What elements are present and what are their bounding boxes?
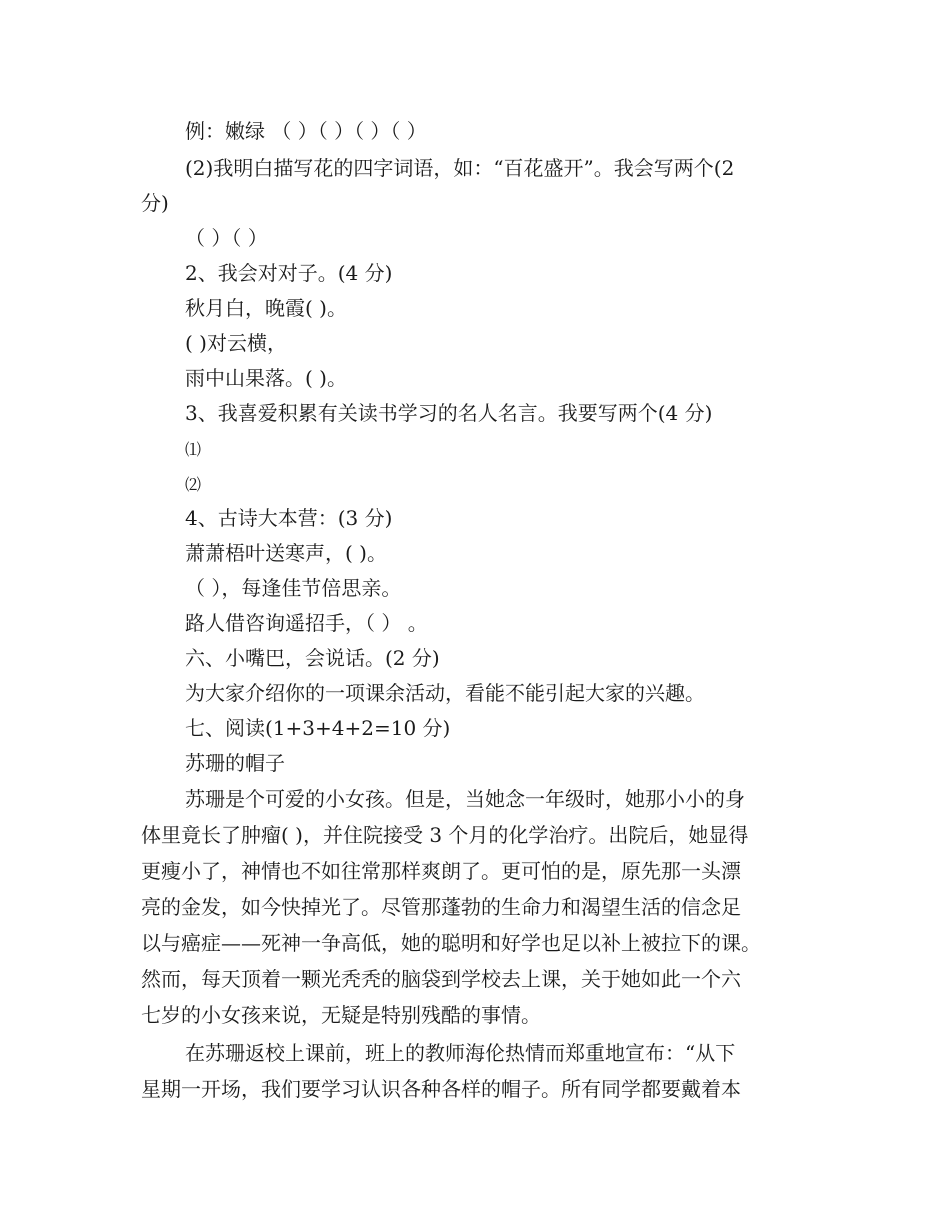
passage-line: 七岁的小女孩来说，无疑是特别残酷的事情。 (141, 1003, 541, 1027)
passage-line: 更瘦小了，神情也不如往常那样爽朗了。更可怕的是，原先那一头漂 (141, 859, 741, 883)
section-7-heading: 七、阅读(1+3+4+2=10 分) (185, 716, 451, 740)
passage-line: 亮的金发，如今快掉光了。尽管那蓬勃的生命力和渴望生活的信念足 (141, 895, 741, 919)
poem-line-3: 路人借咨询遥招手，（ ） 。 (185, 611, 428, 635)
question-flower-words-cont: 分) (141, 191, 169, 215)
question-2-heading: 2、我会对对子。(4 分) (185, 261, 393, 285)
passage-line: 在苏珊返校上课前，班上的教师海伦热情而郑重地宣布：“从下 (185, 1041, 736, 1065)
passage-line: 体里竟长了肿瘤( )，并住院接受 3 个月的化学治疗。出院后，她显得 (141, 823, 749, 847)
passage-line: 然而，每天顶着一颗光秃秃的脑袋到学校去上课，关于她如此一个六 (141, 967, 741, 991)
couplet-line-2: ( )对云横， (185, 331, 287, 355)
passage-title: 苏珊的帽子 (185, 751, 285, 775)
question-flower-words: (2)我明白描写花的四字词语，如：“百花盛开”。我会写两个(2 (185, 156, 735, 180)
couplet-line-3: 雨中山果落。( )。 (185, 366, 347, 390)
answer-item-2: ⑵ (185, 475, 202, 494)
answer-blanks: （ ）（ ） (185, 226, 268, 250)
poem-line-1: 萧萧梧叶送寒声，( )。 (185, 541, 387, 565)
poem-line-2: （ ），每逢佳节倍思亲。 (185, 576, 402, 600)
section-6-prompt: 为大家介绍你的一项课余活动，看能不能引起大家的兴趣。 (185, 681, 705, 705)
section-6-heading: 六、小嘴巴，会说话。(2 分) (185, 646, 440, 670)
question-3-heading: 3、我喜爱积累有关读书学习的名人名言。我要写两个(4 分) (185, 401, 713, 425)
answer-item-1: ⑴ (185, 440, 202, 459)
passage-line: 星期一开场，我们要学习认识各种各样的帽子。所有同学都要戴着本 (141, 1077, 741, 1101)
example-line: 例：嫩绿 （ ）（ ）（ ）（ ） (185, 119, 427, 143)
couplet-line-1: 秋月白，晚霞( )。 (185, 296, 347, 320)
passage-line: 以与癌症——死神一争高低，她的聪明和好学也足以补上被拉下的课。 (141, 931, 761, 955)
passage-line: 苏珊是个可爱的小女孩。但是，当她念一年级时，她那小小的身 (185, 787, 745, 811)
question-4-heading: 4、古诗大本营：(3 分) (185, 506, 393, 530)
